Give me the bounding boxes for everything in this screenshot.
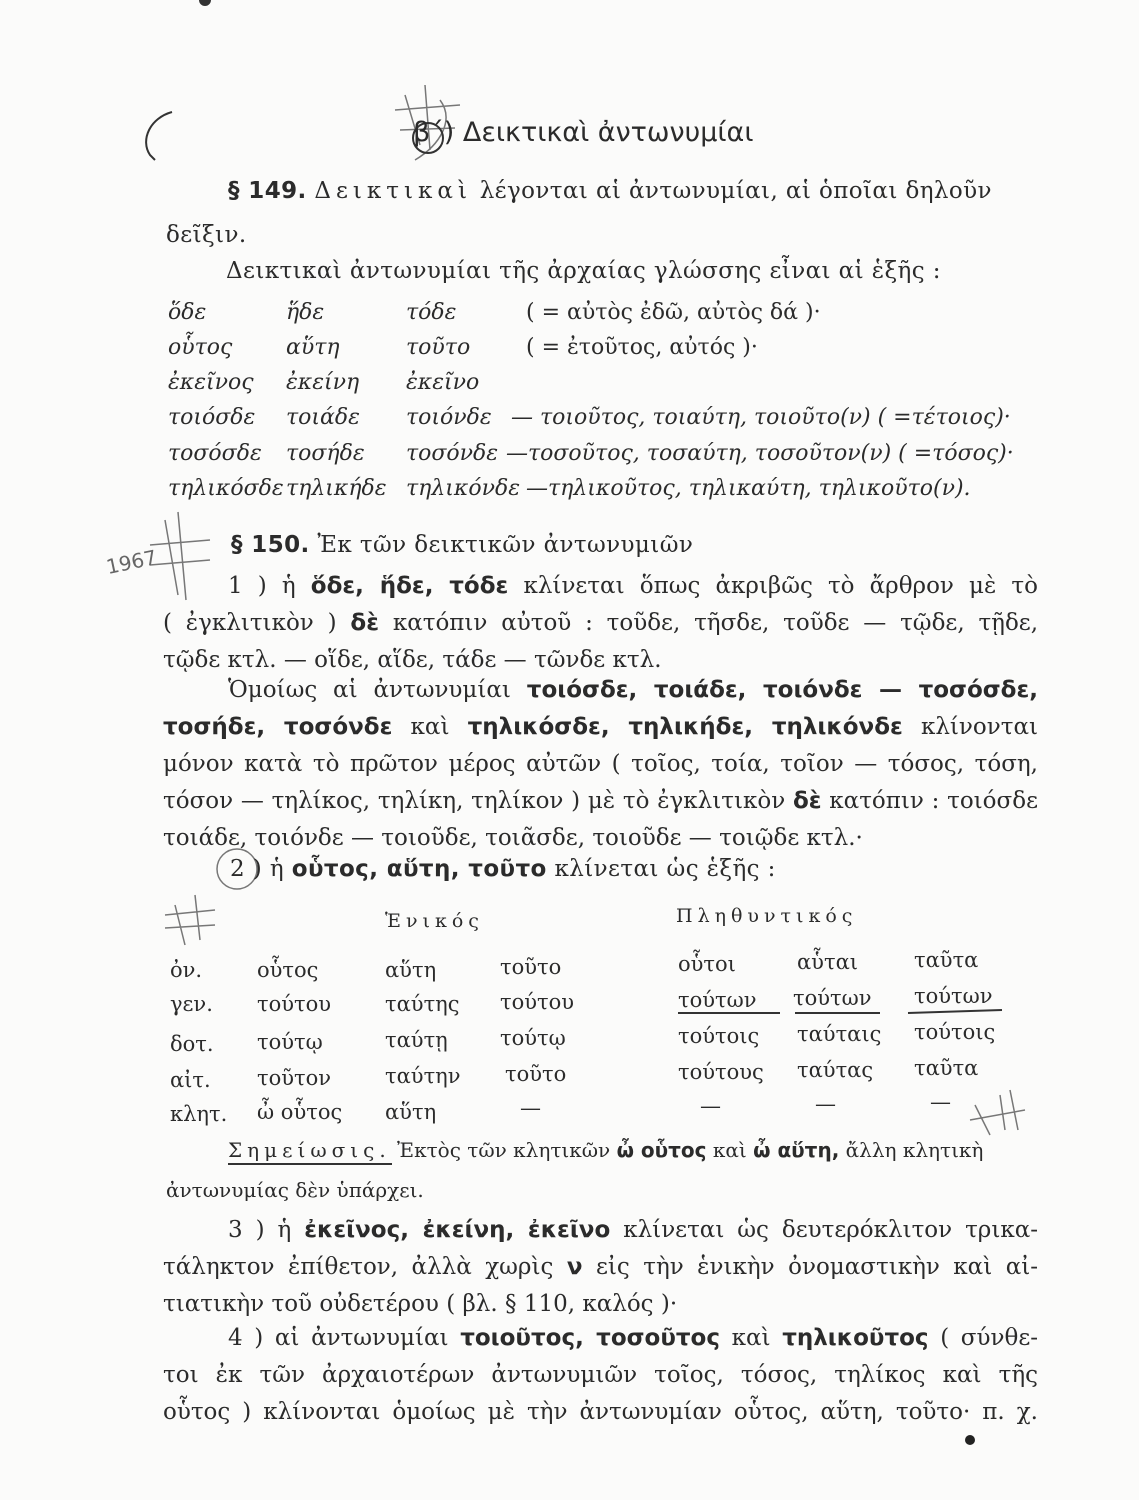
similar-line5: τοιάδε, τοιόνδε — τοιοῦδε, τοιᾶσδε, τοιοῦδε — τοιῷδε κτλ.· bbox=[163, 825, 863, 851]
note-and: καὶ bbox=[712, 1138, 747, 1162]
item2-forms: οὗτος, αὕτη, τοῦτο bbox=[291, 856, 547, 882]
note-bold2: ὦ αὕτη, bbox=[753, 1138, 840, 1162]
table-cell: τούτοις bbox=[914, 1020, 996, 1044]
table-cell: — bbox=[520, 1096, 541, 1120]
p150-item2 bbox=[230, 856, 776, 882]
pronoun-masc: τοσόσδε bbox=[168, 441, 262, 466]
note-line2: ἀντωνυμίας δὲν ὑπάρχει. bbox=[166, 1178, 424, 1202]
pronoun-masc: τηλικόσδε bbox=[168, 476, 284, 501]
item4 bbox=[163, 1320, 1038, 1431]
p150-number: § 150. bbox=[231, 532, 310, 558]
table-cell: ταῦτα bbox=[914, 1056, 979, 1080]
item1-rest: κλίνεται ὅπως ἀκριβῶς τὸ ἄρθρον μὲ τὸ bbox=[523, 573, 1038, 599]
p149-line1 bbox=[228, 178, 992, 204]
p149-rest: λέγονται αἱ ἀντωνυμίαι, αἱ ὁποῖαι δηλοῦν bbox=[479, 178, 992, 204]
similar-forms2a: τοσήδε, τοσόνδε bbox=[163, 714, 393, 740]
table-cell: ταῦτα bbox=[914, 948, 979, 972]
note-bold1: ὦ οὗτος bbox=[616, 1138, 707, 1162]
item3-line3: τιατικὴν τοῦ οὐδετέρου ( βλ. § 110, καλός )· bbox=[163, 1291, 678, 1317]
similar-forms2b: τηλικόσδε, τηλικήδε, τηλικόνδε bbox=[467, 714, 903, 740]
section-heading: β΄) Δεικτικαὶ ἀντωνυμίαι bbox=[413, 117, 754, 148]
similar-lead: Ὁμοίως αἱ ἀντωνυμίαι bbox=[228, 677, 511, 703]
p149-number: § 149. bbox=[228, 178, 307, 204]
item4-line1 bbox=[163, 1320, 1038, 1357]
table-cell: τούτων bbox=[793, 986, 872, 1010]
pronoun-fem: τηλικήδε bbox=[286, 476, 387, 501]
item4-line2: τοι ἐκ τῶν ἀρχαιοτέρων ἀντωνυμιῶν τοῖος, τόσος, τηλίκος καὶ τῆς bbox=[163, 1362, 1038, 1388]
similar-line1 bbox=[163, 672, 1038, 709]
singular-header: Ἑνικός bbox=[385, 910, 484, 932]
item2-rest: κλίνεται ὡς ἑξῆς : bbox=[554, 856, 776, 882]
table-cell: αὗται bbox=[797, 950, 858, 974]
note-label: Σημείωσις. bbox=[228, 1138, 391, 1162]
table-cell: ταύταις bbox=[797, 1022, 882, 1046]
item2-lead: ) ἡ bbox=[252, 856, 285, 882]
item3-rest: κλίνεται ὡς δευτερόκλιτον τρικα- bbox=[623, 1217, 1039, 1243]
pronoun-gloss: —τηλικοῦτος, τηλικαύτη, τηλικοῦτο(ν). bbox=[526, 476, 971, 501]
table-cell: οὗτοι bbox=[678, 952, 736, 976]
pronoun-masc: τοιόσδε bbox=[168, 405, 256, 430]
item1-line1 bbox=[163, 568, 1038, 605]
table-cell: τούτου bbox=[257, 992, 332, 1016]
item4-line3: οὗτος ) κλίνονται ὁμοίως μὲ τὴν ἀντωνυμίαν οὗτος, αὕτη, τοῦτο· π. χ. bbox=[163, 1399, 1038, 1425]
similar-line4 bbox=[163, 783, 1038, 820]
pronoun-gloss: — τοιοῦτος, τοιαύτη, τοιοῦτο(ν) ( =τέτοιος)· bbox=[511, 405, 1011, 430]
item1-line3: τῷδε κτλ. — οἵδε, αἵδε, τάδε — τῶνδε κτλ. bbox=[163, 647, 662, 673]
table-cell: οὗτος bbox=[257, 958, 319, 982]
note-text1: Ἐκτὸς τῶν κλητικῶν bbox=[397, 1138, 611, 1162]
table-cell: ταύτας bbox=[797, 1058, 874, 1082]
p150-line1 bbox=[231, 532, 693, 558]
scribble-mark-table bbox=[165, 895, 215, 945]
table-cell: — bbox=[930, 1090, 951, 1114]
item1-line2a: ( ἐγκλιτικὸν ) bbox=[163, 610, 337, 636]
case-label: δοτ. bbox=[170, 1032, 214, 1056]
table-cell: τούτους bbox=[678, 1060, 764, 1084]
similar-verb: κλίνονται bbox=[920, 714, 1038, 740]
item1-line2 bbox=[163, 605, 1038, 642]
similar-line3: μόνον κατὰ τὸ πρῶτον μέρος αὐτῶν ( τοῖος, τοία, τοῖον — τόσος, τόση, bbox=[163, 751, 1038, 777]
item1-forms: ὅδε, ἥδε, τόδε bbox=[310, 573, 509, 599]
item3-line2a: τάληκτον ἐπίθετον, ἀλλὰ χωρὶς bbox=[163, 1254, 554, 1280]
p149-term: Δεικτικαὶ bbox=[314, 178, 472, 204]
ink-dot-top bbox=[199, 0, 211, 6]
p150-similar bbox=[163, 672, 1038, 857]
pronoun-fem: ἐκείνη bbox=[286, 370, 360, 395]
bracket-mark bbox=[146, 112, 172, 160]
table-cell: ταύτῃ bbox=[385, 1028, 448, 1052]
p149-intro: Δεικτικαὶ ἀντωνυμίαι τῆς ἀρχαίας γλώσσης εἶναι αἱ ἑξῆς : bbox=[226, 258, 941, 284]
table-cell: τούτῳ bbox=[257, 1030, 323, 1054]
table-cell: τοῦτο bbox=[505, 1062, 567, 1086]
table-cell: — bbox=[700, 1094, 721, 1118]
item3-line1 bbox=[163, 1212, 1038, 1249]
case-label: αἰτ. bbox=[170, 1068, 211, 1092]
pronoun-gloss: —τοσοῦτος, τοσαύτη, τοσοῦτον(ν) ( =τόσος)· bbox=[506, 441, 1014, 466]
pronoun-neut: ἐκεῖνο bbox=[406, 370, 480, 395]
similar-line4a: τόσον — τηλίκος, τηλίκη, τηλίκον ) μὲ τὸ ἐγκλιτικὸν bbox=[163, 788, 786, 814]
margin-year-note: 1967 bbox=[104, 544, 159, 580]
pronoun-fem: ἥδε bbox=[286, 300, 325, 325]
item1-line2b: δὲ bbox=[350, 610, 379, 636]
item3-forms: ἐκεῖνος, ἐκείνη, ἐκεῖνο bbox=[304, 1217, 611, 1243]
plural-header: Πληθυντικός bbox=[676, 905, 858, 927]
table-cell: τούτοις bbox=[678, 1024, 760, 1048]
pronoun-fem: τοιάδε bbox=[286, 405, 360, 430]
table-cell: ταύτην bbox=[385, 1064, 461, 1088]
case-label: κλητ. bbox=[170, 1102, 228, 1126]
similar-line2 bbox=[163, 709, 1038, 746]
similar-and: καὶ bbox=[410, 714, 450, 740]
table-cell: ταύτης bbox=[385, 992, 460, 1016]
note-line1 bbox=[228, 1138, 983, 1162]
p150-intro: Ἐκ τῶν δεικτικῶν ἀντωνυμιῶν bbox=[317, 532, 694, 558]
pronoun-gloss: ( = ἐτοῦτος, αὐτός )· bbox=[526, 335, 758, 360]
case-label: γεν. bbox=[170, 992, 213, 1016]
table-cell: ὦ οὗτος bbox=[257, 1100, 343, 1124]
table-cell: αὕτη bbox=[385, 1100, 437, 1124]
table-cell: — bbox=[815, 1092, 836, 1116]
scribble-mark-right bbox=[970, 1090, 1025, 1135]
pronoun-masc: ἐκεῖνος bbox=[168, 370, 254, 395]
item4-number: 4 ) αἱ ἀντωνυμίαι bbox=[228, 1325, 449, 1351]
item4-and: καὶ bbox=[731, 1325, 771, 1351]
pronoun-neut: τηλικόνδε bbox=[406, 476, 521, 501]
pronoun-masc: ὅδε bbox=[168, 300, 207, 325]
item3-line2 bbox=[163, 1249, 1038, 1286]
item1-number: 1 ) ἡ bbox=[228, 573, 296, 599]
table-cell: τοῦτο bbox=[500, 955, 562, 979]
table-cell: τούτων bbox=[678, 988, 757, 1012]
table-cell: τοῦτον bbox=[257, 1066, 332, 1090]
pronoun-masc: οὗτος bbox=[168, 335, 233, 360]
underline-mark-3 bbox=[908, 1010, 1002, 1013]
item2-number: 2 bbox=[230, 856, 246, 882]
p150-item1 bbox=[163, 568, 1038, 679]
item3-line2b: ν bbox=[566, 1254, 583, 1280]
item3 bbox=[163, 1212, 1038, 1323]
item3-number: 3 ) ἡ bbox=[228, 1217, 292, 1243]
pronoun-neut: τοῦτο bbox=[406, 335, 471, 360]
item1-line2c: κατόπιν αὐτοῦ : τοῦδε, τῆσδε, τοῦδε — τῷδε, τῇδε, bbox=[392, 610, 1039, 636]
item3-line2c: εἰς τὴν ἑνικὴν ὀνομαστικὴν καὶ αἰ- bbox=[595, 1254, 1039, 1280]
pronoun-neut: τόδε bbox=[406, 300, 457, 325]
table-cell: τούτων bbox=[914, 984, 993, 1008]
pronoun-gloss: ( = αὐτὸς ἐδῶ, αὐτὸς δά )· bbox=[526, 300, 821, 325]
case-label: ὀν. bbox=[170, 958, 203, 982]
p149-line2: δεῖξιν. bbox=[166, 222, 247, 248]
table-cell: τούτῳ bbox=[500, 1026, 566, 1050]
pronoun-neut: τοιόνδε bbox=[406, 405, 492, 430]
item4-rest: ( σύνθε- bbox=[940, 1325, 1039, 1351]
item4-forms2: τηλικοῦτος bbox=[782, 1325, 929, 1351]
ink-dot bbox=[965, 1435, 975, 1445]
pronoun-neut: τοσόνδε bbox=[406, 441, 499, 466]
similar-line4b: δὲ bbox=[792, 788, 822, 814]
similar-forms1: τοιόσδε, τοιάδε, τοιόνδε — τοσόσδε, bbox=[526, 677, 1039, 703]
table-cell: τούτου bbox=[500, 990, 575, 1014]
note-text2: ἄλλη κλητικὴ bbox=[845, 1138, 984, 1162]
pronoun-fem: αὕτη bbox=[286, 335, 340, 360]
item4-forms1: τοιοῦτος, τοσοῦτος bbox=[460, 1325, 720, 1351]
similar-line4c: κατόπιν : τοιόσδε bbox=[829, 788, 1038, 814]
table-cell: αὕτη bbox=[385, 958, 437, 982]
pronoun-fem: τοσήδε bbox=[286, 441, 365, 466]
